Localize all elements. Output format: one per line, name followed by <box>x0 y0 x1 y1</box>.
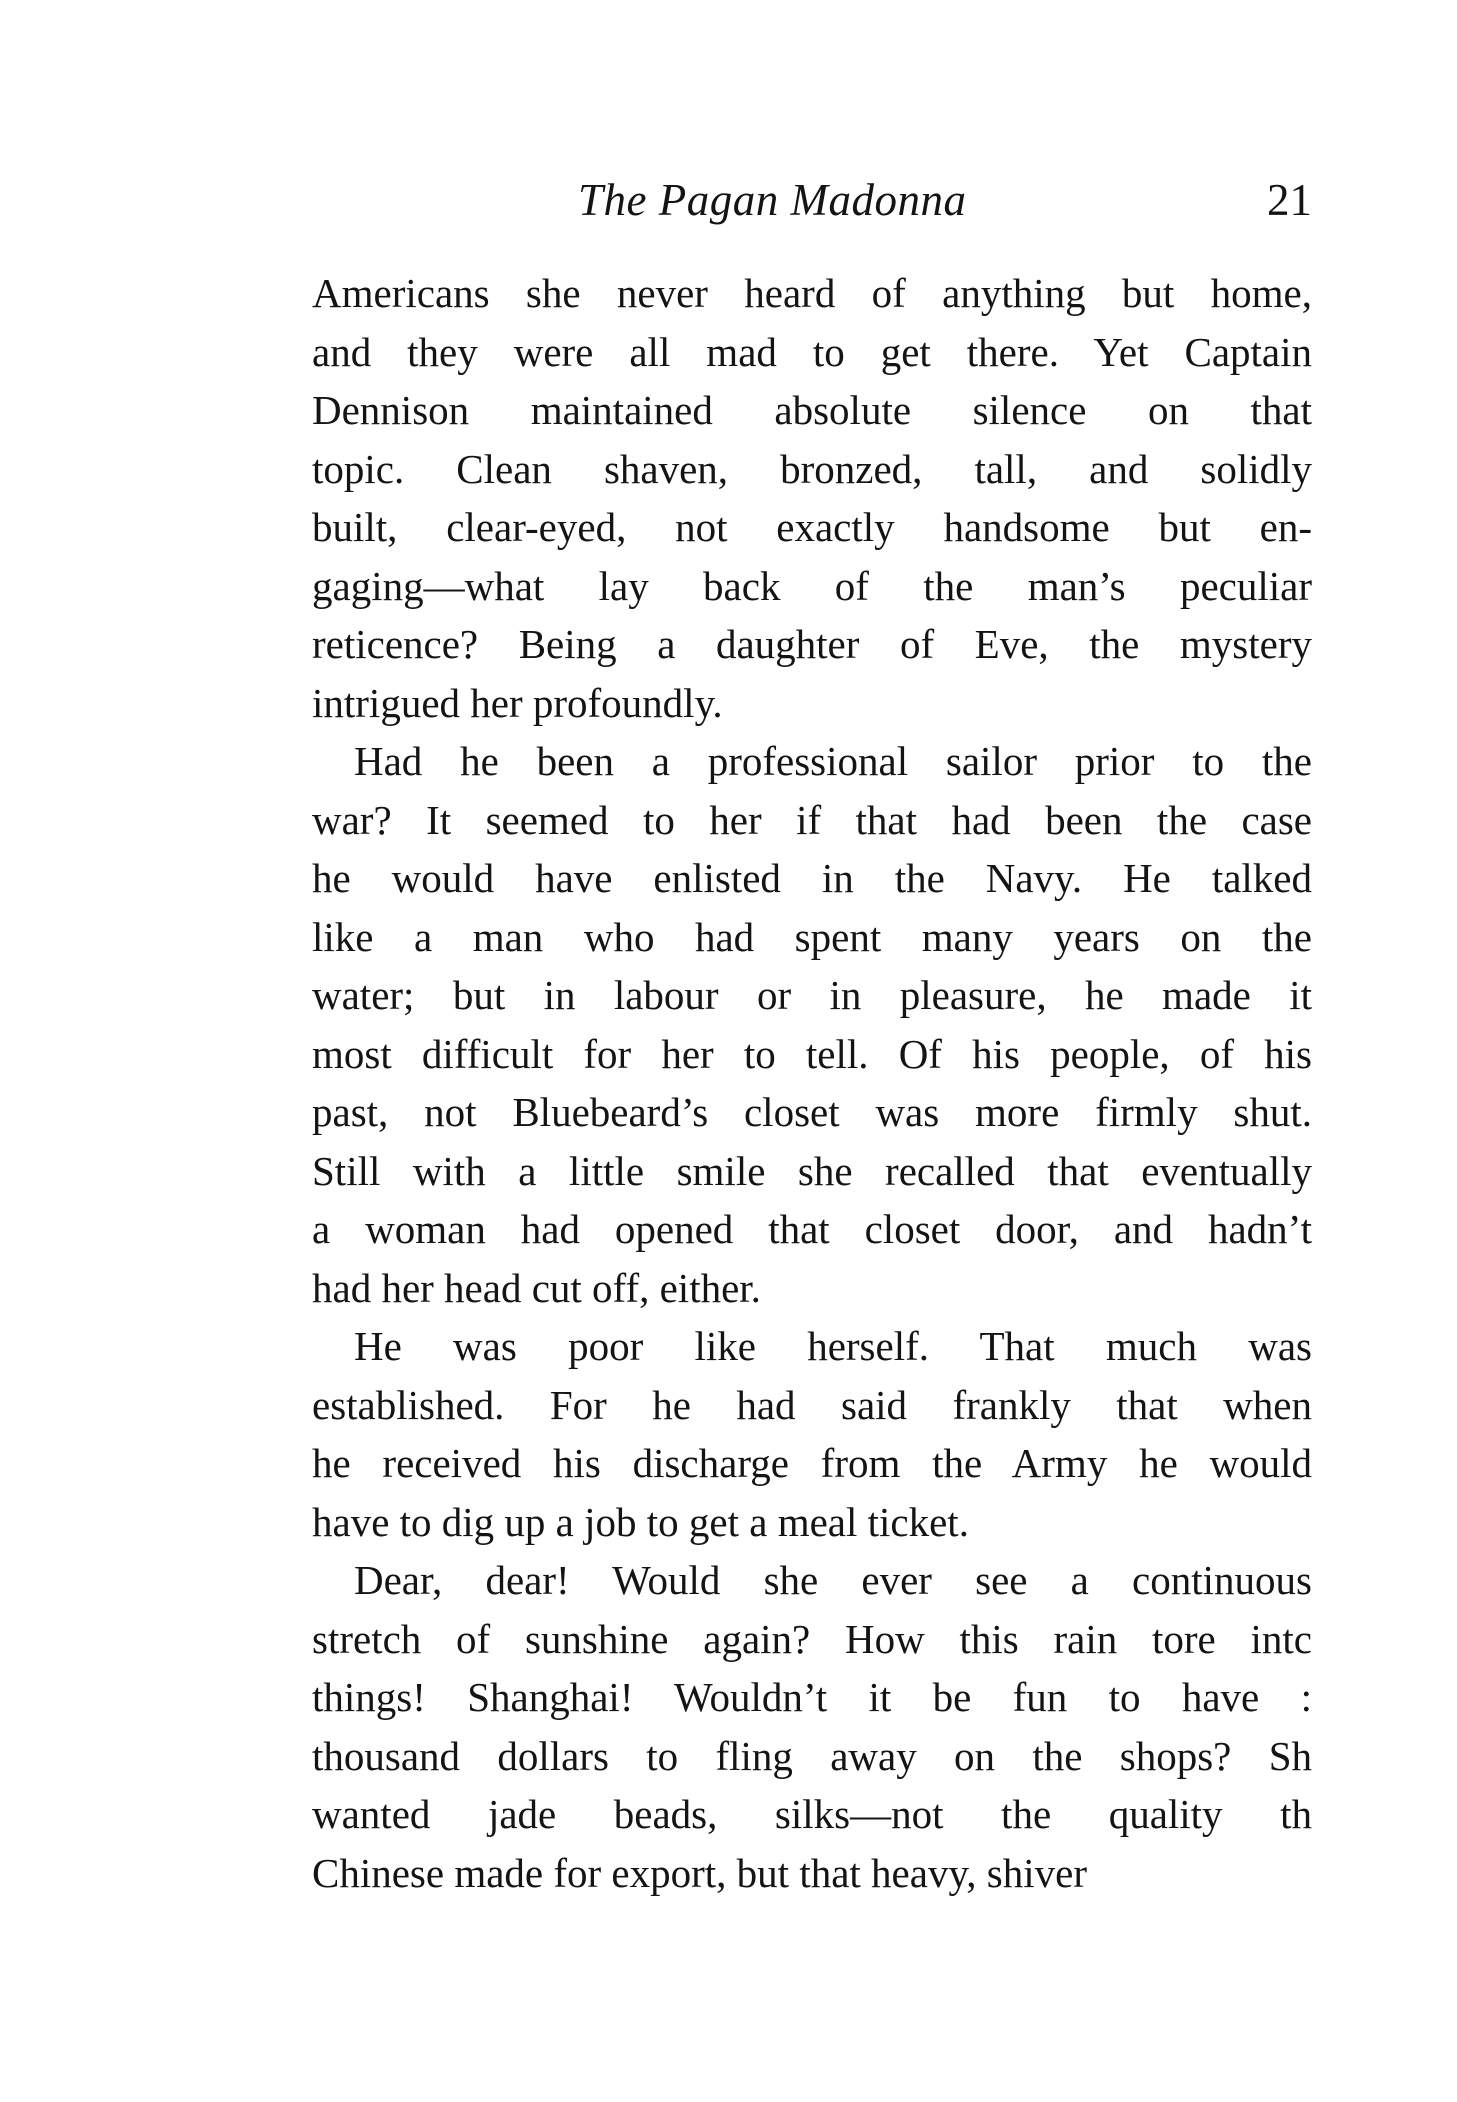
text-line: stretch of sunshine again? How this rain tore intc <box>312 1615 1312 1662</box>
text-line: topic. Clean shaven, bronzed, tall, and solidly <box>312 445 1312 492</box>
running-title: The Pagan Madonna <box>578 175 967 225</box>
text-line: He was poor like herself. That much was <box>354 1323 1312 1369</box>
page-number: 21 <box>1267 175 1312 225</box>
text-line: war? It seemed to her if that had been the case <box>312 796 1312 843</box>
text-line: thousand dollars to fling away on the shops? Sh <box>312 1732 1312 1779</box>
text-line: Dear, dear! Would she ever see a continuous <box>354 1557 1312 1603</box>
body-text <box>312 264 1312 1902</box>
text-line: established. For he had said frankly that when <box>312 1381 1312 1428</box>
text-line: Still with a little smile she recalled that eventually <box>312 1147 1312 1194</box>
paragraph-1 <box>312 264 1312 732</box>
text-line: reticence? Being a daughter of Eve, the mystery <box>312 621 1312 667</box>
text-line: Dennison maintained absolute silence on that <box>312 387 1312 433</box>
text-line: built, clear-eyed, not exactly handsome but en- <box>312 504 1312 550</box>
text-line: had her head cut off, either. <box>312 1264 761 1311</box>
text-line: Chinese made for export, but that heavy, shiver <box>312 1849 1087 1896</box>
text-line: and they were all mad to get there. Yet Captain <box>312 328 1312 375</box>
text-line: most difficult for her to tell. Of his people, of his <box>312 1030 1312 1077</box>
paragraph-4 <box>312 1551 1312 1902</box>
text-line: water; but in labour or in pleasure, he made it <box>312 972 1312 1018</box>
paragraph-2 <box>312 732 1312 1317</box>
text-line: Had he been a professional sailor prior to the <box>354 738 1312 784</box>
text-line: a woman had opened that closet door, and hadn’t <box>312 1206 1312 1252</box>
text-line: he received his discharge from the Army he would <box>312 1440 1312 1486</box>
running-head <box>312 174 1312 234</box>
text-line: gaging—what lay back of the man’s peculiar <box>312 562 1312 609</box>
text-line: things! Shanghai! Wouldn’t it be fun to have : <box>312 1674 1312 1720</box>
text-line: Americans she never heard of anything but home, <box>312 270 1312 316</box>
text-line: he would have enlisted in the Navy. He talked <box>312 855 1312 901</box>
text-line: like a man who had spent many years on the <box>312 913 1312 960</box>
paragraph-3 <box>312 1317 1312 1551</box>
text-line: wanted jade beads, silks—not the quality th <box>312 1791 1312 1837</box>
text-line: intrigued her profoundly. <box>312 679 723 726</box>
text-line: have to dig up a job to get a meal ticket. <box>312 1498 969 1545</box>
text-line: past, not Bluebeard’s closet was more firmly shut. <box>312 1089 1312 1135</box>
